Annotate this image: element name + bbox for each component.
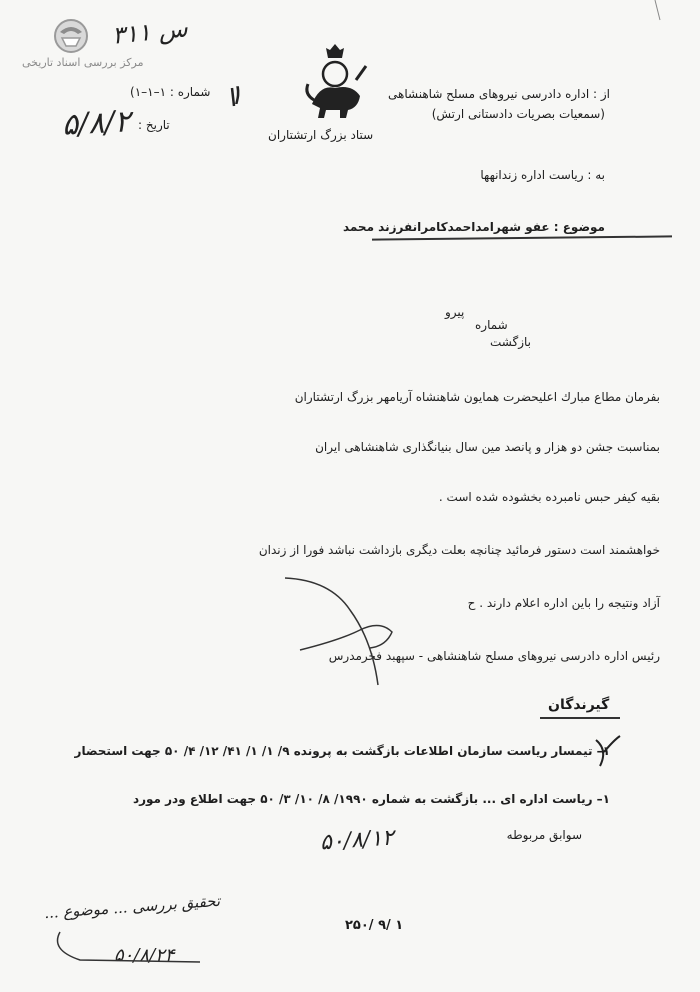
recipient-2: ۱– ریاست اداره ای ... بازگشت به شماره ۱۹۹۰/ ۸/ ۱۰/ ۳/ ۵۰ جهت اطلاع ودر مورد (132, 792, 610, 806)
recipient-3: سوابق مربوطه (506, 828, 582, 842)
watermark-text: مرکز بررسی اسناد تاریخی (22, 56, 144, 69)
top-edge-mark (655, 0, 660, 20)
margin-tick (232, 88, 234, 106)
handwritten-date: ۵/۸/۲ (61, 104, 132, 143)
body-paragraph-3: بقیه کیفر حبس نامبرده بخشوده شده است . (438, 490, 660, 504)
body-paragraph-4: خواهشمند است دستور فرمائید چنانچه بعلت دیگری بازداشت نباشد فورا از زندان (258, 543, 660, 557)
header-from-line: از : اداره دادرسی نیروهای مسلح شاهنشاهی (388, 87, 610, 101)
date-label: تاریخ : (138, 118, 170, 132)
reference-return-label: بازگشت (490, 335, 531, 349)
reference-number-label: شماره (475, 318, 508, 332)
handwritten-note: تحقیق بررسی ... موضوع ... (43, 891, 221, 923)
signature-loop (300, 625, 392, 650)
body-paragraph-1: بفرمان مطاع مبارك اعلیحضرت همایون شاهنشاه آریامهر بزرگ ارتشتاران (294, 390, 660, 404)
signature-stroke (285, 578, 378, 685)
body-paragraph-2: بمناسبت جشن دو هزار و پانصد مین سال بنیانگذاری شاهنشاهی ایران (315, 440, 660, 454)
handwritten-mark: ۱ (228, 78, 244, 111)
subject-line: موضوع : عفو شهرامداحمدکامرانفرزند محمد (342, 220, 605, 234)
recipients-title: گیرندگان (548, 697, 610, 713)
recipient-1: ۱– تیمسار ریاست سازمان اطلاعات بازگشت به پرونده ۹/ ۱/ ۱/ ۴۱/ ۱۲/ ۴/ ۵۰ جهت استحضار (74, 744, 610, 758)
handwritten-stamp-date: ۵۰/۸/۱۲ (319, 825, 395, 856)
addressee-line: به : ریاست اداره زندانهها (480, 168, 605, 182)
letter-number: شماره : ۱–۱–۱) (130, 85, 211, 99)
signature-line: رئیس اداره دادرسی نیروهای مسلح شاهنشاهی - سپهبد فخرمدرس (328, 649, 660, 663)
body-paragraph-5: آزاد ونتیجه را باین اداره اعلام دارند . ح (467, 596, 660, 610)
header-staff-line: ستاد بزرگ ارتشتاران (268, 128, 374, 142)
header-department-line: (سمعیات بصریات دادستانی ارتش) (431, 107, 605, 121)
reference-follow-label: پیرو (445, 305, 465, 319)
note-bracket (58, 932, 201, 962)
bottom-date: ۲۵۰/ ۹/ ۱ (345, 918, 404, 933)
handwritten-file-number: ۳۱۱ س (110, 14, 189, 50)
recipient-check-mark (596, 736, 620, 766)
handwritten-note-date: ۵۰/۸/۲۴ (114, 945, 175, 966)
